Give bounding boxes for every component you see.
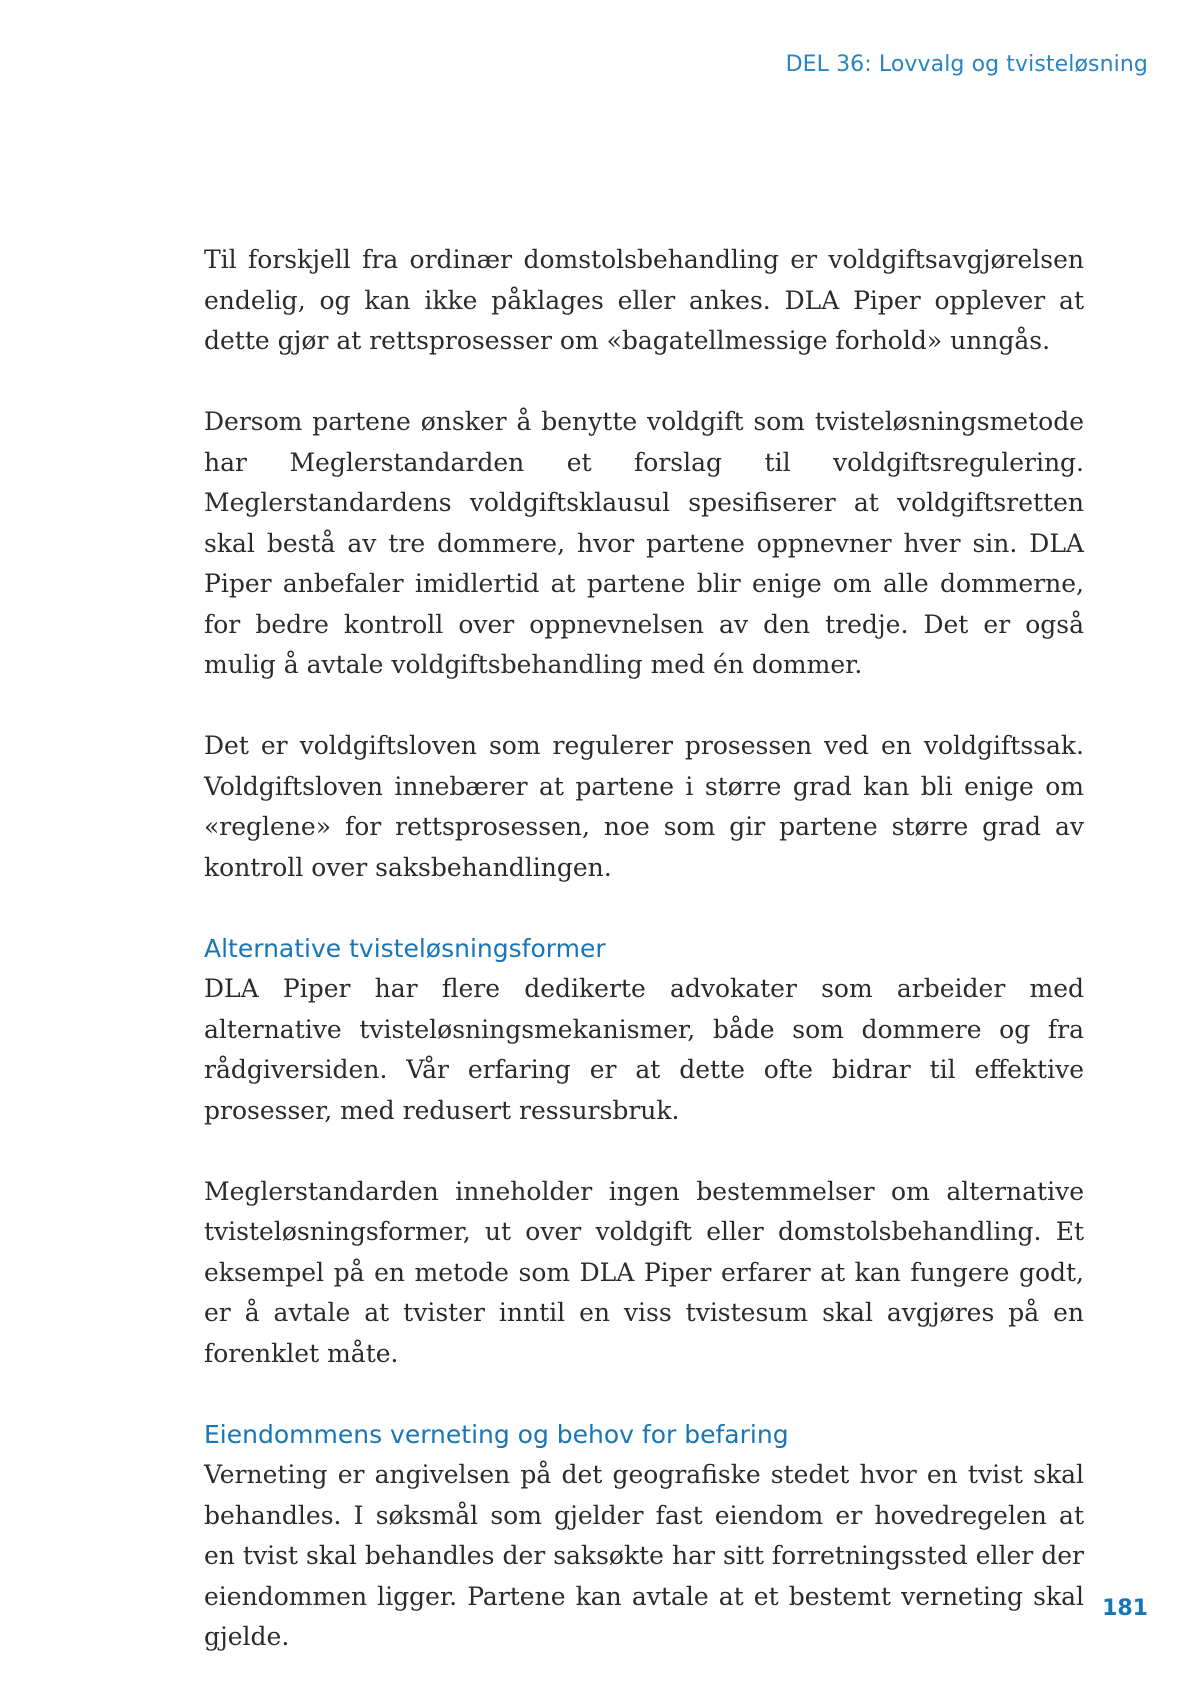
body-paragraph: Verneting er angivelsen på det geografiske stedet hvor en tvist skal behandles. I søksmål som gjelder fast eiendom er hovedregelen at en tvist skal behandles der saksøkte har sitt forretningssted eller der eiendommen ligger. Partene kan avtale at et bestemt verneting skal gjelde. [204,1460,1084,1651]
page-number: 181 [1102,1596,1148,1621]
body-paragraph: DLA Piper har flere dedikerte advokater som arbeider med alternative tvisteløsningsmekanismer, både som dommere og fra rådgiversiden. Vår erfaring er at dette ofte bidrar til effektive prosesser, med redusert ressursbruk. [204,974,1084,1125]
body-paragraph: Dersom partene ønsker å benytte voldgift som tvisteløsningsmetode har Meglerstandarden et forslag til voldgiftsregulering. Meglerstandardens voldgiftsklausul spesifiserer at voldgiftsretten skal bestå av tre dommere, hvor partene oppnevner hver sin. DLA Piper anbefaler imidlertid at partene blir enige om alle dommerne, for bedre kontroll over oppnevnelsen av den tredje. Det er også mulig å avtale voldgiftsbehandling med én dommer. [204,407,1084,679]
body-paragraph: Det er voldgiftsloven som regulerer prosessen ved en voldgiftssak. Voldgiftsloven innebærer at partene i større grad kan bli enige om «reglene» for rettsprosessen, noe som gir partene større grad av kontroll over saksbehandlingen. [204,731,1084,882]
section-heading-verneting: Eiendommens verneting og behov for befaring [204,1419,789,1449]
section-heading-alternative: Alternative tvisteløsningsformer [204,933,606,963]
body-paragraph: Til forskjell fra ordinær domstolsbehandling er voldgiftsavgjørelsen endelig, og kan ikke påklages eller ankes. DLA Piper opplever at dette gjør at rettsprosesser om «bagatellmessige forhold» unngås. [204,245,1084,355]
body-paragraph: Meglerstandarden inneholder ingen bestemmelser om alternative tvisteløsningsformer, ut over voldgift eller domstolsbehandling. Et eksempel på en metode som DLA Piper erfarer at kan fungere godt, er å avtale at tvister inntil en viss tvistesum skal avgjøres på en forenklet måte. [204,1176,1084,1368]
page-content [204,240,1084,1698]
running-header: DEL 36: Lovvalg og tvisteløsning [785,52,1148,77]
